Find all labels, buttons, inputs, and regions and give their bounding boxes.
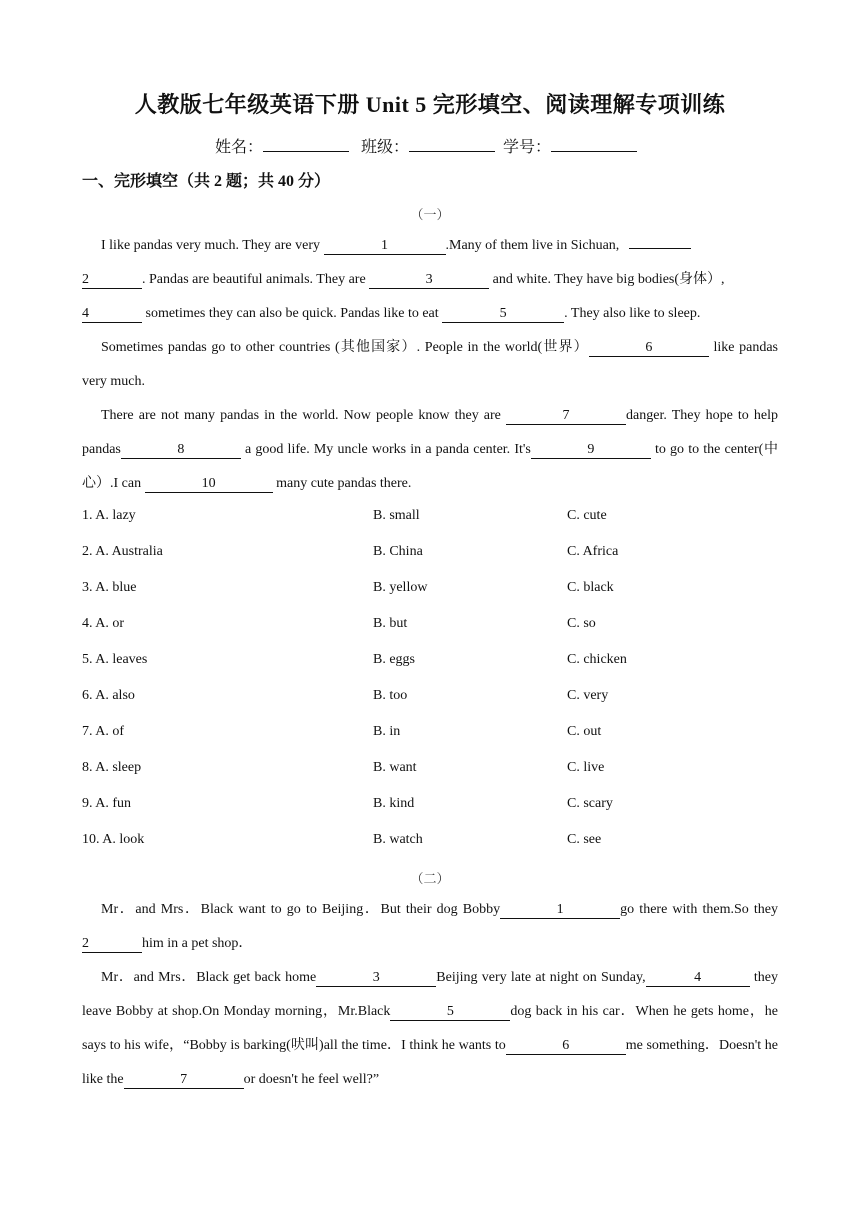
passage-text: to go to the center(中心）.I can [82, 442, 778, 491]
option-choice[interactable]: 7. A. of [82, 724, 124, 739]
passage-text: Mr．and Mrs．Black want to go to Beijing．But their dog Bobby [101, 902, 501, 917]
blank-1[interactable]: 1 [500, 902, 620, 919]
passage-one-paragraph-3 [82, 399, 778, 501]
option-choice[interactable]: B. watch [373, 832, 423, 847]
passage-text: .Many of them live in Sichuan, [445, 238, 623, 253]
blank-8[interactable]: 8 [121, 442, 241, 459]
section-heading-cloze: 一、完形填空（共 2 题；共 40 分） [82, 173, 331, 190]
passage-text: danger. They hope to help pandas [82, 408, 778, 457]
passage-text: . They also like to sleep. [564, 306, 701, 321]
passage-text: go there with them.So they [620, 902, 778, 917]
option-choice[interactable]: B. small [373, 508, 420, 523]
passage-text: Beijing very late at night on Sunday, [436, 970, 646, 985]
passage-text: me something．Doesn't he like the [82, 1038, 778, 1087]
blank-3[interactable]: 3 [369, 272, 489, 289]
blank-2[interactable]: 2 [82, 272, 142, 289]
student-info-line [0, 134, 860, 157]
blank-2-start[interactable] [629, 248, 691, 249]
blank-9[interactable]: 9 [531, 442, 651, 459]
option-choice[interactable]: B. kind [373, 796, 415, 811]
passage-two-paragraph-2 [82, 961, 778, 1097]
option-row [82, 652, 782, 672]
part-two-heading: （二） [410, 871, 450, 886]
option-choice[interactable]: C. scary [567, 796, 613, 811]
passage-text: a good life. My uncle works in a panda center. It's [240, 442, 531, 457]
passage-text: like pandas very much. [82, 340, 778, 389]
option-choice[interactable]: 4. A. or [82, 616, 124, 631]
blank-7[interactable]: 7 [506, 408, 626, 425]
passage-text: and white. They have big bodies(身体）, [489, 272, 725, 287]
option-choice[interactable]: C. very [567, 688, 609, 703]
class-label: 班级： [360, 139, 409, 156]
option-choice[interactable]: 2. A. Australia [82, 544, 163, 559]
option-choice[interactable]: B. in [373, 724, 401, 739]
passage-text: many cute pandas there. [272, 476, 412, 491]
option-choice[interactable]: C. out [567, 724, 602, 739]
option-row [82, 616, 782, 636]
option-choice[interactable]: C. so [567, 616, 596, 631]
option-choice[interactable]: C. cute [567, 508, 607, 523]
option-row [82, 832, 782, 852]
option-row [82, 760, 782, 780]
option-row [82, 580, 782, 600]
option-choice[interactable]: C. chicken [567, 652, 627, 667]
passage-text: There are not many pandas in the world. Now people know they are [101, 408, 507, 423]
option-choice[interactable]: B. but [373, 616, 408, 631]
blank-7[interactable]: 7 [124, 1072, 244, 1089]
blank-5[interactable]: 5 [442, 306, 564, 323]
blank-4[interactable]: 4 [82, 306, 142, 323]
passage-text: . Pandas are beautiful animals. They are [142, 272, 370, 287]
page-title: 人教版七年级英语下册 Unit 5 完形填空、阅读理解专项训练 [134, 92, 726, 117]
option-choice[interactable]: B. yellow [373, 580, 428, 595]
option-choice[interactable]: B. want [373, 760, 417, 775]
blank-1[interactable]: 1 [324, 238, 446, 255]
passage-one-paragraph-1 [82, 229, 778, 331]
option-choice[interactable]: 6. A. also [82, 688, 135, 703]
passage-two-paragraph-1 [82, 893, 778, 961]
passage-text: Sometimes pandas go to other countries (其他国家）. People in the world(世界） [101, 340, 589, 355]
option-choice[interactable]: B. too [373, 688, 408, 703]
blank-6[interactable]: 6 [589, 340, 709, 357]
blank-3[interactable]: 3 [316, 970, 436, 987]
passage-text: Mr．and Mrs．Black get back home [101, 970, 317, 985]
passage-one-paragraph-2 [82, 331, 778, 399]
option-choice[interactable]: C. black [567, 580, 614, 595]
option-row [82, 724, 782, 744]
option-row [82, 508, 782, 528]
blank-5[interactable]: 5 [390, 1004, 510, 1021]
option-choice[interactable]: B. China [373, 544, 423, 559]
id-label: 学号： [503, 139, 552, 156]
option-choice[interactable]: 3. A. blue [82, 580, 137, 595]
blank-6[interactable]: 6 [506, 1038, 626, 1055]
blank-2[interactable]: 2 [82, 936, 142, 953]
passage-text: or doesn't he feel well?” [243, 1072, 380, 1087]
name-label: 姓名： [214, 139, 263, 156]
passage-text: I like pandas very much. They are very [101, 238, 324, 253]
option-choice[interactable]: 9. A. fun [82, 796, 131, 811]
passage-text: him in a pet shop． [142, 936, 253, 951]
option-choice[interactable]: 8. A. sleep [82, 760, 142, 775]
option-choice[interactable]: 10. A. look [82, 832, 145, 847]
option-choice[interactable]: 1. A. lazy [82, 508, 136, 523]
passage-text: dog back in his car．When he gets home，he says to his wife，“Bobby is barking(吠叫)all the time．I think he wants to [82, 1004, 778, 1053]
option-row [82, 796, 782, 816]
option-choice[interactable]: C. live [567, 760, 605, 775]
class-blank[interactable] [409, 137, 495, 152]
option-choice[interactable]: B. eggs [373, 652, 415, 667]
part-one-heading: （一） [410, 207, 450, 222]
option-row [82, 544, 782, 564]
option-choice[interactable]: 5. A. leaves [82, 652, 148, 667]
option-choice[interactable]: C. see [567, 832, 602, 847]
option-choice[interactable]: C. Africa [567, 544, 619, 559]
name-blank[interactable] [263, 137, 349, 152]
blank-4[interactable]: 4 [646, 970, 750, 987]
id-blank[interactable] [551, 137, 637, 152]
passage-text: they leave Bobby at shop.On Monday morning，Mr.Black [82, 970, 778, 1019]
blank-10[interactable]: 10 [145, 476, 273, 493]
option-row [82, 688, 782, 708]
passage-text: sometimes they can also be quick. Pandas like to eat [142, 306, 443, 321]
